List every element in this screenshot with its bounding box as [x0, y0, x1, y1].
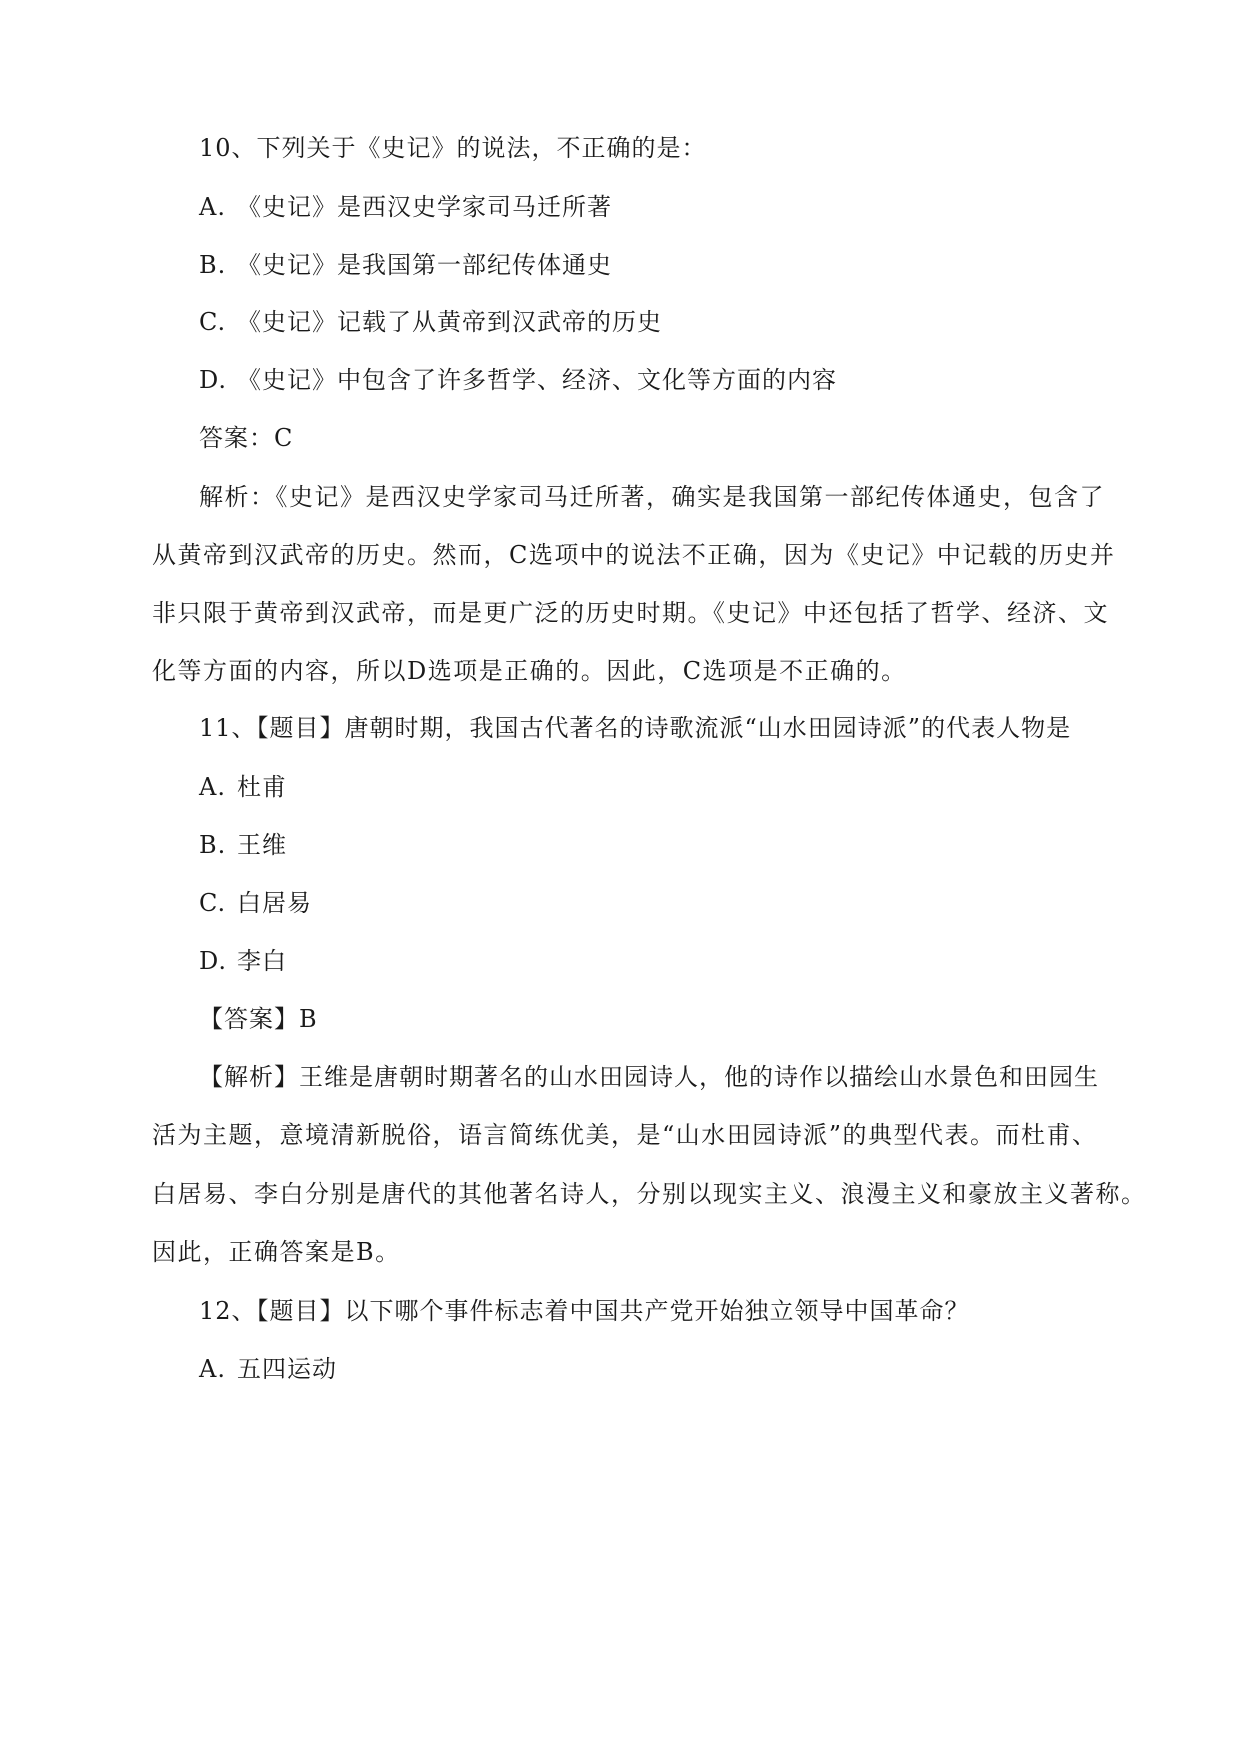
question-11-analysis-line-4: 因此，正确答案是B。 — [152, 1238, 401, 1266]
option-letter: A. — [199, 1355, 226, 1383]
question-10-option-b — [199, 250, 612, 280]
question-11-stem: 11、【题目】唐朝时期，我国古代著名的诗歌流派“山水田园诗派”的代表人物是 — [199, 714, 1072, 742]
option-text: 杜甫 — [237, 773, 287, 801]
option-letter: A. — [199, 193, 226, 221]
question-10-answer: 答案：C — [199, 424, 294, 452]
question-11-analysis-line-3: 白居易、李白分别是唐代的其他著名诗人，分别以现实主义、浪漫主义和豪放主义著称。 — [152, 1180, 1147, 1208]
option-letter: A. — [199, 773, 226, 801]
option-text: 五四运动 — [237, 1355, 337, 1383]
question-10-analysis-line-4: 化等方面的内容，所以D选项是正确的。因此，C选项是不正确的。 — [152, 657, 907, 685]
question-10-stem: 10、下列关于《史记》的说法，不正确的是： — [199, 134, 707, 162]
option-text: 王维 — [237, 831, 287, 859]
question-11-option-a — [199, 772, 287, 802]
question-12-option-a — [199, 1354, 337, 1384]
question-11-answer: 【答案】B — [199, 1005, 318, 1033]
option-letter: C. — [199, 308, 227, 336]
option-text: 《史记》中包含了许多哲学、经济、文化等方面的内容 — [237, 366, 837, 394]
option-letter: C. — [199, 889, 227, 917]
question-11-option-b — [199, 830, 287, 860]
option-text: 《史记》是我国第一部纪传体通史 — [237, 251, 612, 279]
option-letter: D. — [199, 366, 228, 394]
option-text: 白居易 — [237, 889, 312, 917]
option-letter: B. — [199, 831, 227, 859]
question-11-analysis-line-1: 【解析】王维是唐朝时期著名的山水田园诗人，他的诗作以描绘山水景色和田园生 — [199, 1063, 1099, 1091]
question-10-analysis-line-1: 解析：《史记》是西汉史学家司马迁所著，确实是我国第一部纪传体通史，包含了 — [199, 483, 1105, 511]
question-10-analysis-line-3: 非只限于黄帝到汉武帝，而是更广泛的历史时期。《史记》中还包括了哲学、经济、文 — [152, 599, 1109, 627]
option-text: 《史记》记载了从黄帝到汉武帝的历史 — [237, 308, 662, 336]
question-10-option-d — [199, 365, 837, 395]
question-12-stem: 12、【题目】以下哪个事件标志着中国共产党开始独立领导中国革命？ — [199, 1297, 970, 1325]
option-text: 《史记》是西汉史学家司马迁所著 — [237, 193, 612, 221]
question-11-option-c — [199, 888, 312, 918]
option-text: 李白 — [237, 947, 287, 975]
option-letter: D. — [199, 947, 228, 975]
question-11-analysis-line-2: 活为主题，意境清新脱俗，语言简练优美，是“山水田园诗派”的典型代表。而杜甫、 — [152, 1121, 1098, 1149]
option-letter: B. — [199, 251, 227, 279]
question-11-option-d — [199, 946, 287, 976]
question-10-analysis-line-2: 从黄帝到汉武帝的历史。然而，C选项中的说法不正确，因为《史记》中记载的历史并 — [152, 541, 1116, 569]
question-10-option-a — [199, 192, 612, 222]
question-10-option-c — [199, 307, 662, 337]
